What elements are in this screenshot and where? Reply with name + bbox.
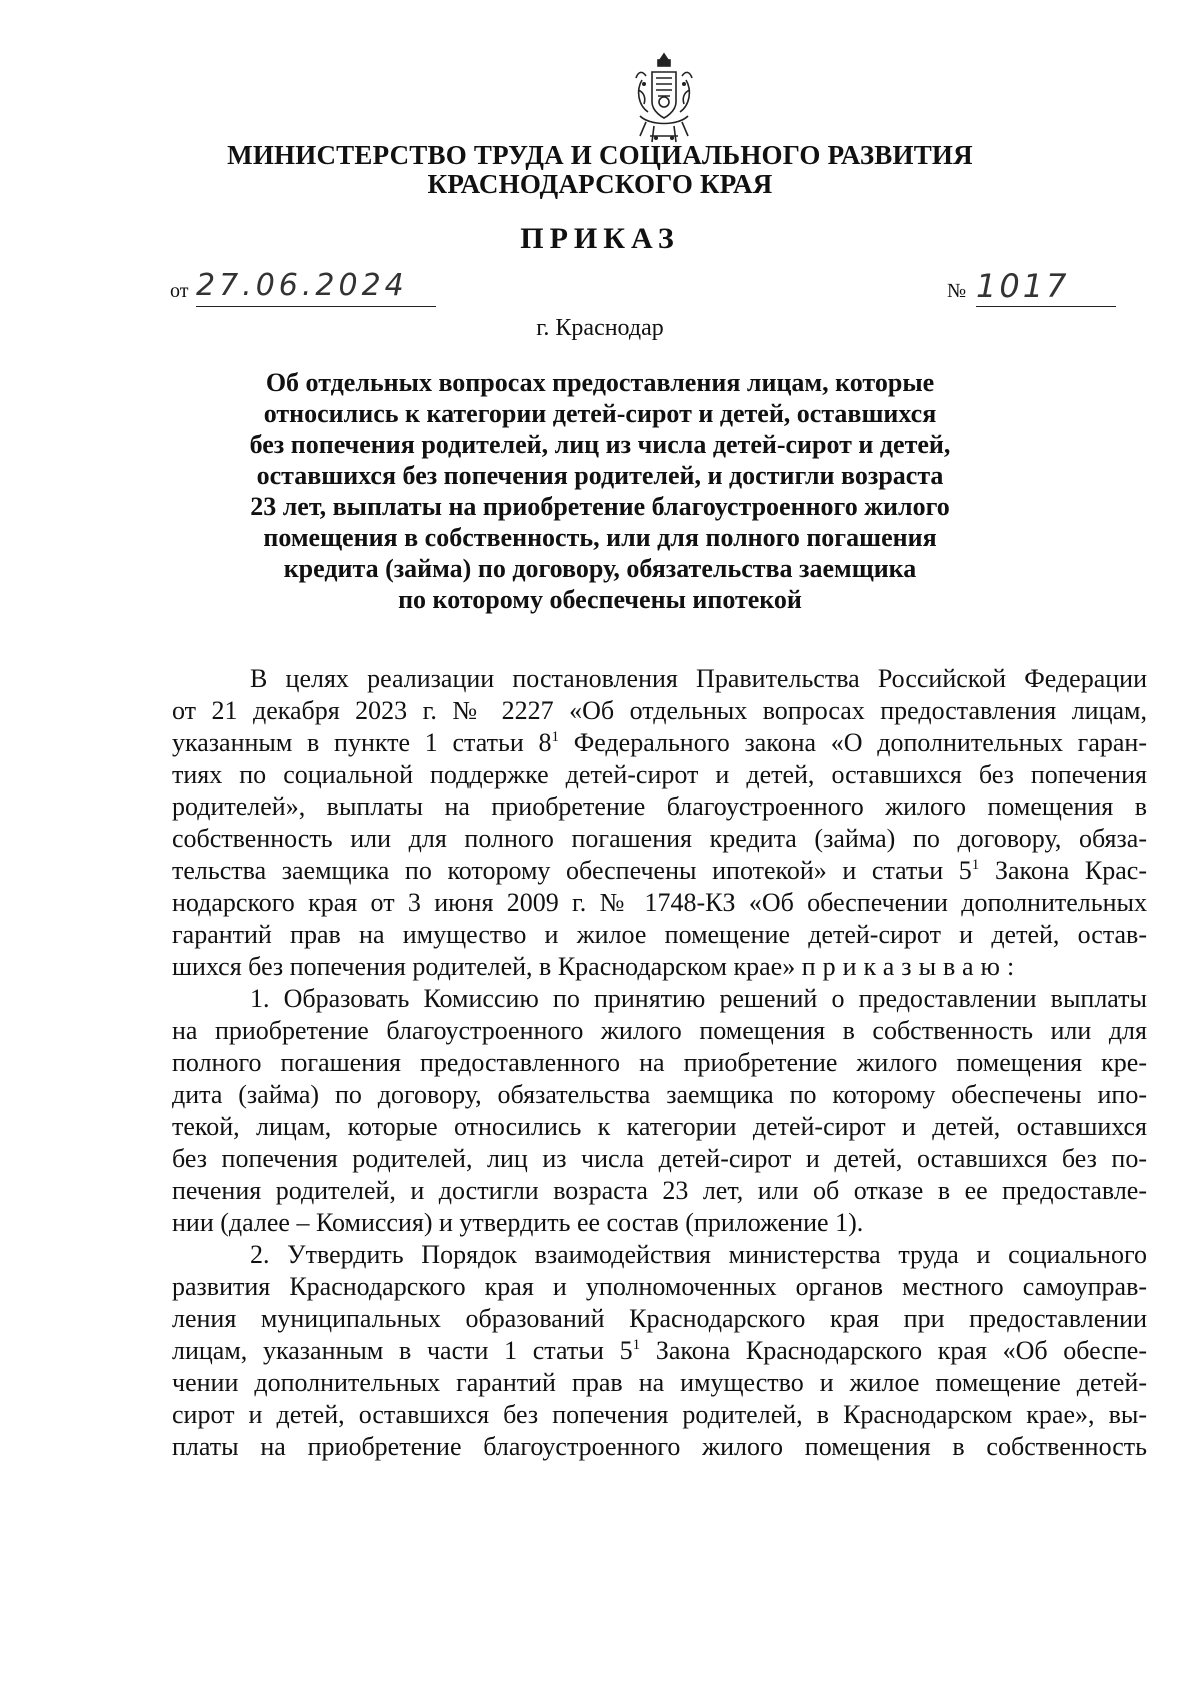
item-2-line: ления муниципальных образований Краснодарского края при предоставлении <box>172 1304 1147 1333</box>
handwritten-order-number: 1017 <box>976 266 1116 307</box>
subject-line: кредита (займа) по договору, обязательства заемщика <box>283 554 917 583</box>
body-line <box>172 952 1147 982</box>
superscript: 1 <box>632 1337 641 1353</box>
body-text: Федерального закона «О дополнительных гаран- <box>558 728 1147 757</box>
item-1-line: на приобретение благоустроенного жилого помещения в собственность или для <box>172 1016 1147 1045</box>
body-text: Закона Краснодарского края «Об обеспе- <box>640 1336 1147 1365</box>
subject-line: Об отдельных вопросах предоставления лицам, которые <box>265 368 935 397</box>
body-line <box>172 728 1147 758</box>
body-text: тельства заемщика по которому обеспечены ипотекой» и статьи 5 <box>172 856 972 885</box>
subject-line: относились к категории детей-сирот и детей, оставшихся <box>263 399 937 428</box>
subject-line: без попечения родителей, лиц из числа детей-сирот и детей, <box>249 430 951 459</box>
item-1-line: печения родителей, и достигли возраста 23 лет, или об отказе в ее предоставле- <box>172 1176 1147 1205</box>
city-line: г. Краснодар <box>536 315 664 341</box>
item-1-line: 1. Образовать Комиссию по принятию решений о предоставлении выплаты <box>250 984 1147 1013</box>
body-text: Закона Крас- <box>979 856 1147 885</box>
date-label: от <box>170 280 189 302</box>
body-line: родителей», выплаты на приобретение благоустроенного жилого помещения в <box>172 792 1147 821</box>
item-2-line: сирот и детей, оставшихся без попечения родителей, в Краснодарском крае», вы- <box>172 1400 1147 1429</box>
body-line: нодарского края от 3 июня 2009 г. № 1748-КЗ «Об обеспечении дополнительных <box>172 888 1147 917</box>
item-1-line: нии (далее – Комиссия) и утвердить ее состав (приложение 1). <box>172 1208 864 1237</box>
subject-line: оставшихся без попечения родителей, и достигли возраста <box>256 461 944 490</box>
item-1-line: полного погашения предоставленного на приобретение жилого помещения кре- <box>172 1048 1147 1077</box>
item-2-line <box>172 1336 1147 1366</box>
body-line: тиях по социальной поддержке детей-сирот и детей, оставшихся без попечения <box>172 760 1147 789</box>
body-line: собственность или для полного погашения кредита (займа) по договору, обяза- <box>172 824 1147 853</box>
item-1-line: без попечения родителей, лиц из числа детей-сирот и детей, оставшихся без по- <box>172 1144 1147 1173</box>
body-line: В целях реализации постановления Правительства Российской Федерации <box>250 664 1147 693</box>
item-2-line: развития Краснодарского края и уполномоченных органов местного самоуправ- <box>172 1272 1147 1301</box>
body-line: гарантий прав на имущество и жилое помещение детей-сирот и детей, остав- <box>172 920 1147 949</box>
item-1-line: дита (займа) по договору, обязательства заемщика по которому обеспечены ипо- <box>172 1080 1147 1109</box>
handwritten-date: 27.06.2024 <box>196 266 436 307</box>
item-2-line: чении дополнительных гарантий прав на имущество и жилое помещение детей- <box>172 1368 1147 1397</box>
superscript: 1 <box>551 729 559 745</box>
body-line <box>172 856 1147 886</box>
ministry-name-line-2: КРАСНОДАРСКОГО КРАЯ <box>427 169 773 199</box>
item-2-line: платы на приобретение благоустроенного жилого помещения в собственность <box>172 1432 1147 1461</box>
body-text: шихся без попечения родителей, в Краснодарском крае» <box>172 952 802 981</box>
body-text: указанным в пункте 1 статьи 8 <box>172 728 552 757</box>
superscript: 1 <box>971 857 980 873</box>
coat-of-arms-emblem <box>632 50 696 150</box>
ministry-name-line-1: МИНИСТЕРСТВО ТРУДА И СОЦИАЛЬНОГО РАЗВИТИЯ <box>227 140 973 170</box>
subject-line: 23 лет, выплаты на приобретение благоустроенного жилого <box>250 492 950 521</box>
item-1-line: текой, лицам, которые относились к категории детей-сирот и детей, оставшихся <box>172 1112 1147 1141</box>
document-type-title: ПРИКАЗ <box>520 222 680 255</box>
subject-line: помещения в собственность, или для полного погашения <box>263 523 937 552</box>
subject-line: по которому обеспечены ипотекой <box>398 585 802 614</box>
body-line: от 21 декабря 2023 г. № 2227 «Об отдельных вопросах предоставления лицам, <box>172 696 1147 725</box>
number-label: № <box>947 280 967 302</box>
item-2-line: 2. Утвердить Порядок взаимодействия министерства труда и социального <box>250 1240 1147 1269</box>
order-verb: приказываю: <box>801 952 1022 981</box>
body-text: лицам, указанным в части 1 статьи 5 <box>172 1336 633 1365</box>
